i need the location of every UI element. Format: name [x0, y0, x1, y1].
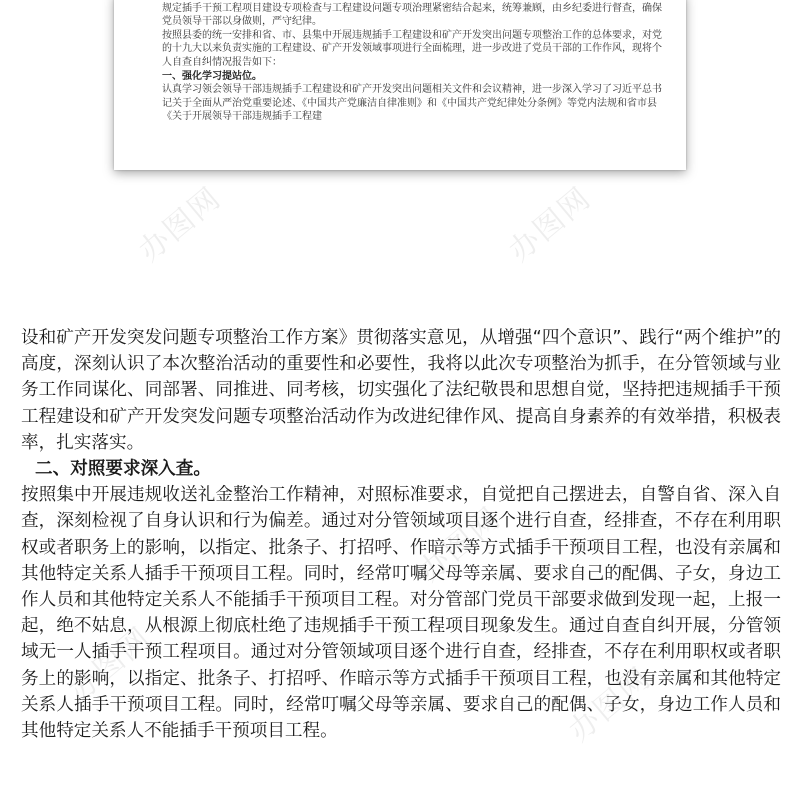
watermark: 办图网: [132, 180, 229, 269]
watermark: 办图网: [502, 180, 599, 269]
watermark: 办图网: [62, 620, 159, 709]
section-heading-2: 二、对照要求深入查。: [35, 459, 211, 480]
watermark: 办图网: [562, 660, 659, 749]
preview-paragraph-1: 规定插手干预工程项目建设专项检查与工程建设问题专项治理紧密结合起来，统筹兼顾，由乡纪委进行督查，确保党员领导干部以身做则，严守纪律。: [162, 2, 662, 28]
preview-text-block: [162, 0, 662, 124]
body-paragraph-continuation: 设和矿产开发突发问题专项整治工作方案》贯彻落实意见，从增强“四个意识”、践行“两个维护”的高度，深刻认识了本次整治活动的重要性和必要性，我将以此次专项整治为抓手，在分管领域与业务工作同谋化、同部署、同推进、同考核，切实强化了法纪敬畏和思想自觉，坚持把违规插手干预工程建设和矿产开发突发问题专项整治活动作为改进纪律作风、提高自身素养的有效举措，积极表率，扎实落实。: [21, 328, 781, 453]
preview-heading-1: 一、强化学习提站位。: [162, 70, 262, 82]
preview-paragraph-2: 按照县委的统一安排和省、市、县集中开展违规插手工程建设和矿产开发突出问题专项整治工作的总体要求，对党的十九大以来负责实施的工程建设、矿产开发领域事项进行全面梳理，进一步改进了党员干部的工作作风，现将个人自查自纠情况报告如下：: [162, 29, 662, 68]
document-body: [21, 325, 781, 744]
document-preview-card[interactable]: [114, 0, 686, 170]
body-paragraph-main: 按照集中开展违规收送礼金整治工作精神，对照标准要求，自觉把自己摆进去，自警自省、深入自查，深刻检视了自身认识和行为偏差。通过对分管领域项目逐个进行自查，经排查，不存在利用职权或者职务上的影响，以指定、批条子、打招呼、作暗示等方式插手干预项目工程，也没有亲属和其他特定关系人插手干预项目工程。同时，经常叮嘱父母等亲属、要求自己的配偶、子女，身边工作人员和其他特定关系人不能插手干预项目工程。对分管部门党员干部要求做到发现一起，上报一起，绝不姑息，从根源上彻底杜绝了违规插手干预工程项目现象发生。通过自查自纠开展，分管领域无一人插手干预工程项目。通过对分管领域项目逐个进行自查，经排查，不存在利用职权或者职务上的影响，以指定、批条子、打招呼、作暗示等方式插手干预项目工程，也没有亲属和其他特定关系人插手干预项目工程。同时，经常叮嘱父母等亲属、要求自己的配偶、子女，身边工作人员和其他特定关系人不能插手干预项目工程。: [21, 485, 781, 742]
watermark: 办图网: [412, 500, 509, 589]
preview-paragraph-3: 认真学习领会领导干部违规插手工程建设和矿产开发突出问题相关文件和会议精神，进一步深入学习了习近平总书记关于全面从严治党重要论述、《中国共产党廉洁自律准则》和《中国共产党纪律处分条例》等党内法规和省市县《关于开展领导干部违规插手工程建: [162, 84, 662, 123]
